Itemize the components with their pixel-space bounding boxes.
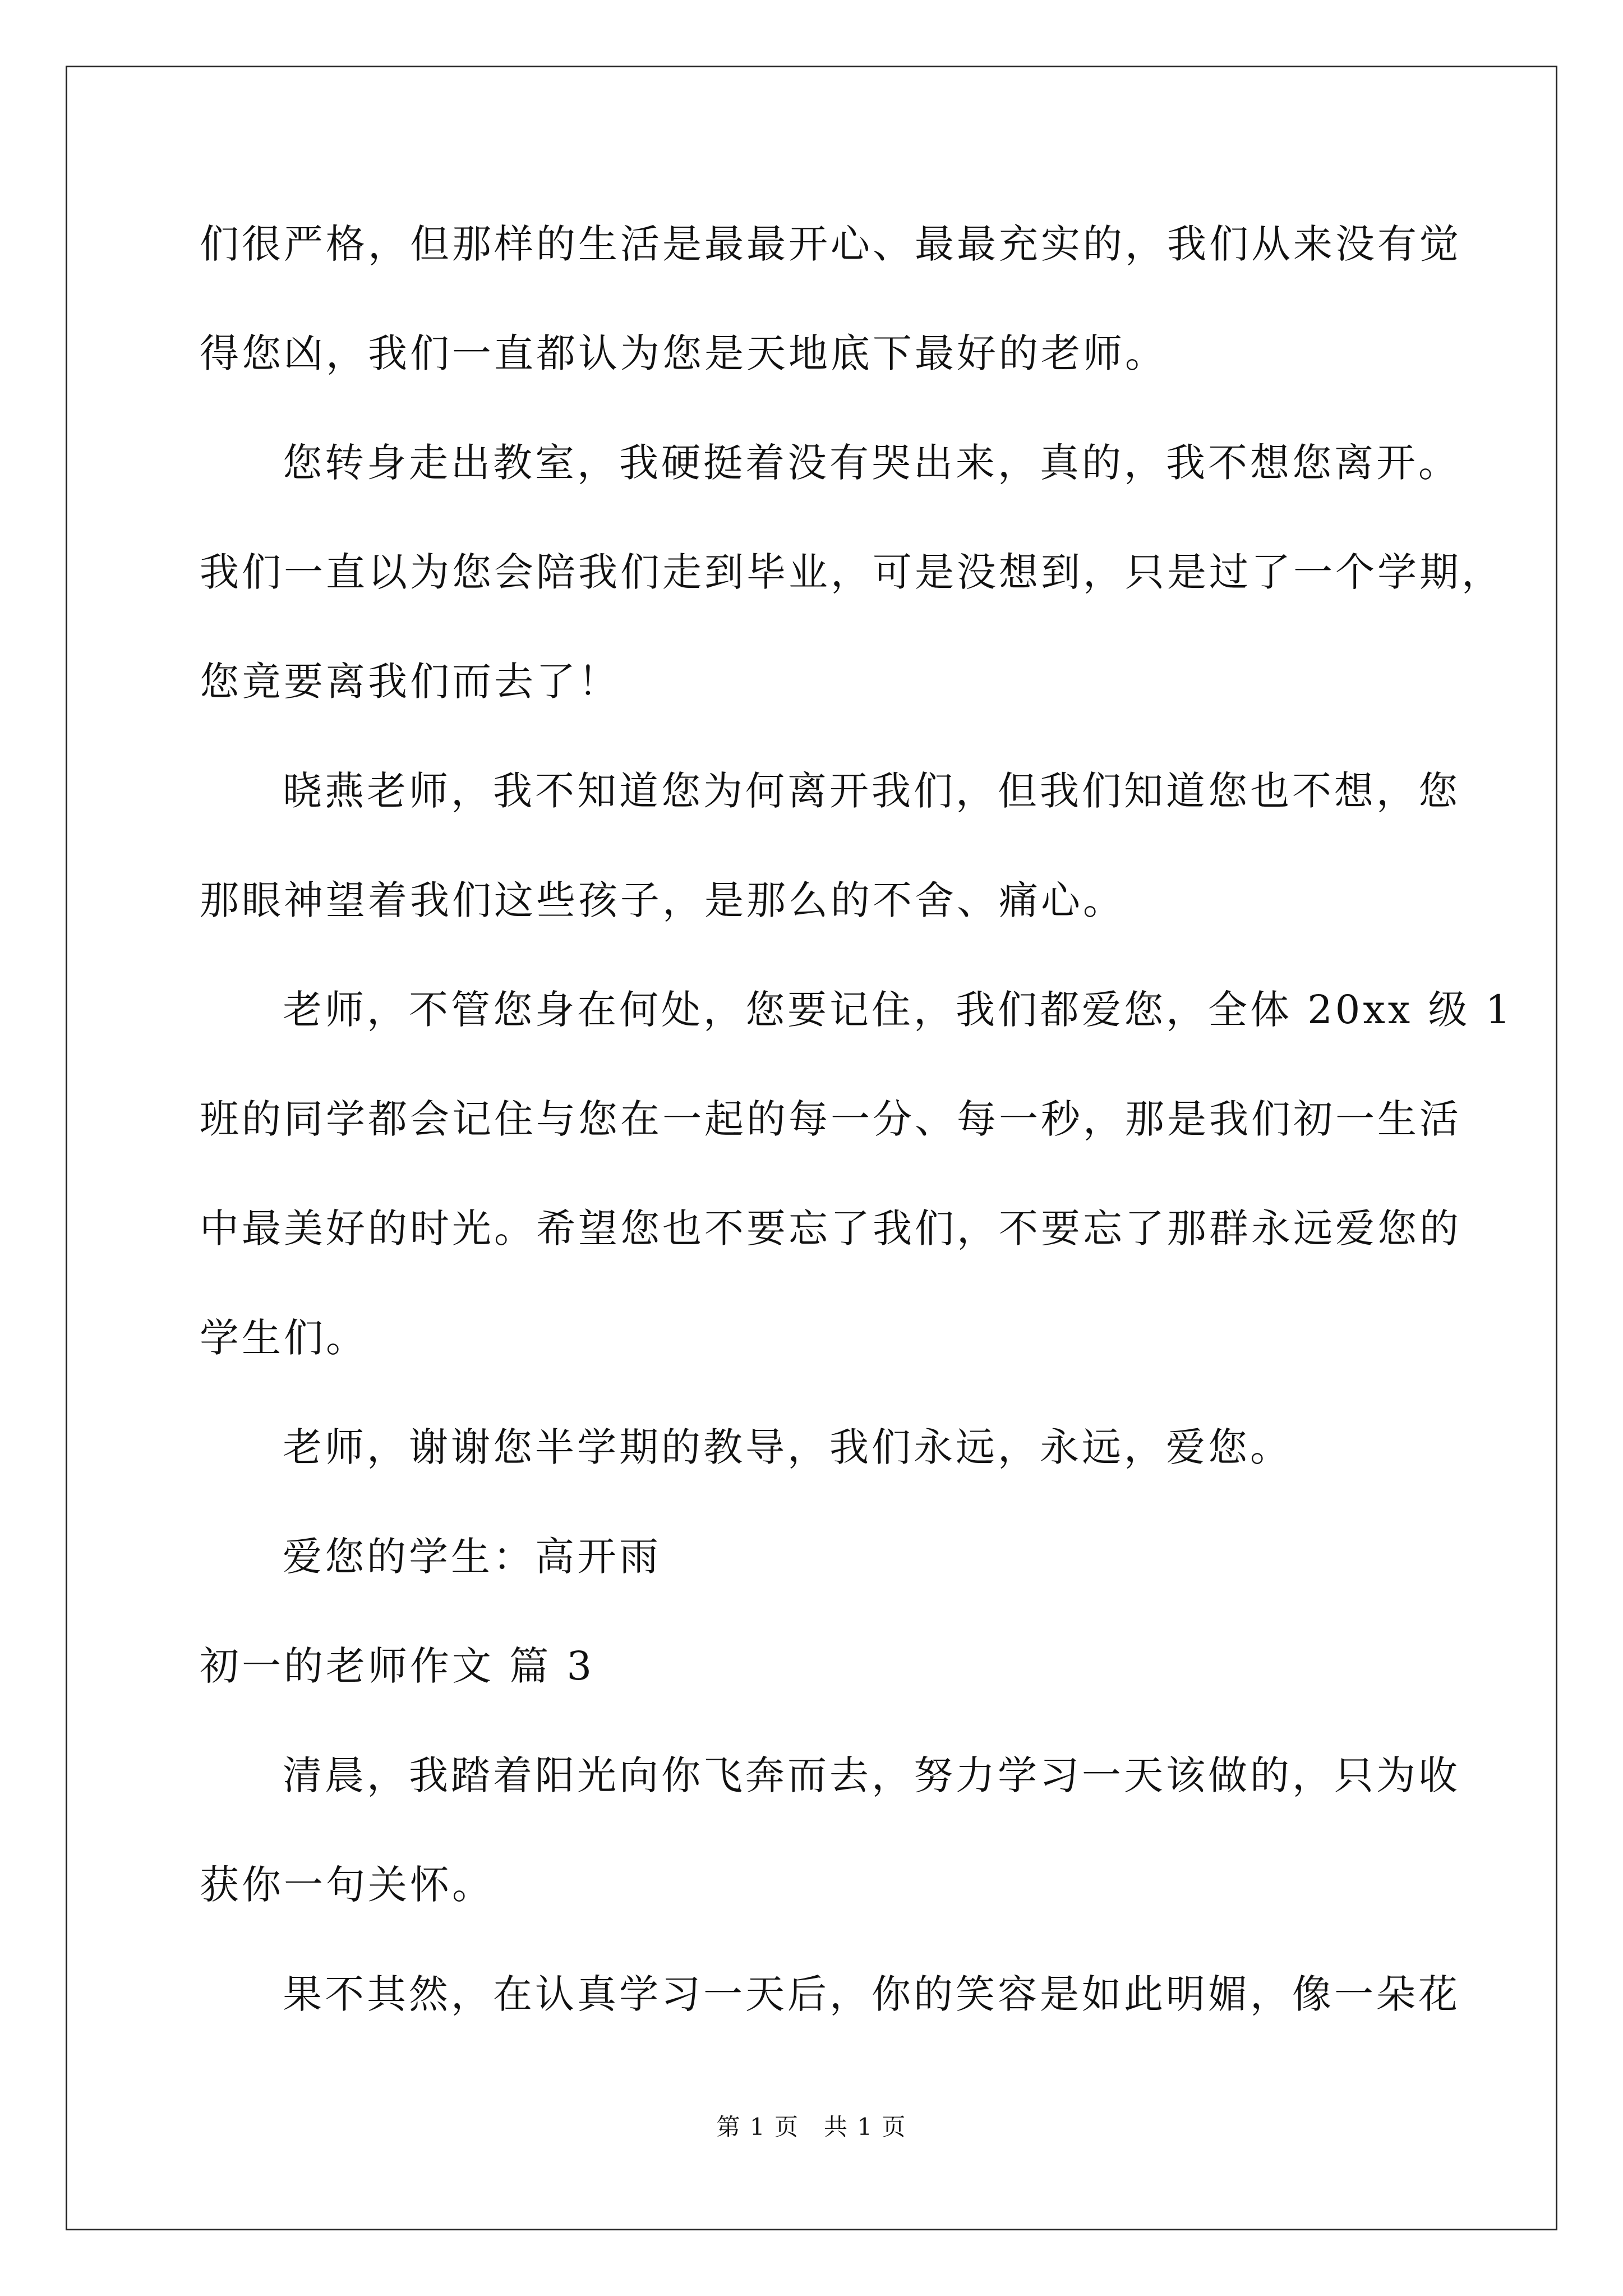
text-line: 那眼神望着我们这些孩子，是那么的不舍、痛心。 — [200, 877, 1125, 923]
paragraph-start: 果不其然，在认真学习一天后，你的笑容是如此明媚，像一朵花 — [283, 1971, 1460, 2017]
text-line: 学生们。 — [200, 1315, 368, 1361]
text-line: 得您凶，我们一直都认为您是天地底下最好的老师。 — [200, 330, 1167, 376]
paragraph-start: 您转身走出教室，我硬挺着没有哭出来，真的，我不想您离开。 — [283, 440, 1460, 486]
text-line: 们很严格，但那样的生活是最最开心、最最充实的，我们从来没有觉 — [200, 221, 1461, 267]
text-line: 班的同学都会记住与您在一起的每一分、每一秒，那是我们初一生活 — [200, 1096, 1461, 1142]
text-line: 中最美好的时光。希望您也不要忘了我们，不要忘了那群永远爱您的 — [200, 1205, 1461, 1251]
section-heading: 初一的老师作文 篇 3 — [200, 1643, 595, 1689]
text-line: 您竟要离我们而去了！ — [200, 659, 620, 705]
page-number-footer: 第 1 页 共 1 页 — [716, 2113, 907, 2141]
text-line: 我们一直以为您会陪我们走到毕业，可是没想到，只是过了一个学期， — [200, 549, 1504, 595]
paragraph-start: 老师，谢谢您半学期的教导，我们永远，永远，爱您。 — [283, 1424, 1292, 1470]
paragraph-start: 清晨，我踏着阳光向你飞奔而去，努力学习一天该做的，只为收 — [283, 1752, 1460, 1798]
paragraph-start: 晓燕老师，我不知道您为何离开我们，但我们知道您也不想，您 — [283, 768, 1460, 814]
text-line: 获你一句关怀。 — [200, 1862, 494, 1908]
signature-line: 爱您的学生：高开雨 — [283, 1534, 661, 1580]
paragraph-start: 老师，不管您身在何处，您要记住，我们都爱您，全体 20xx 级 1 — [283, 987, 1514, 1033]
